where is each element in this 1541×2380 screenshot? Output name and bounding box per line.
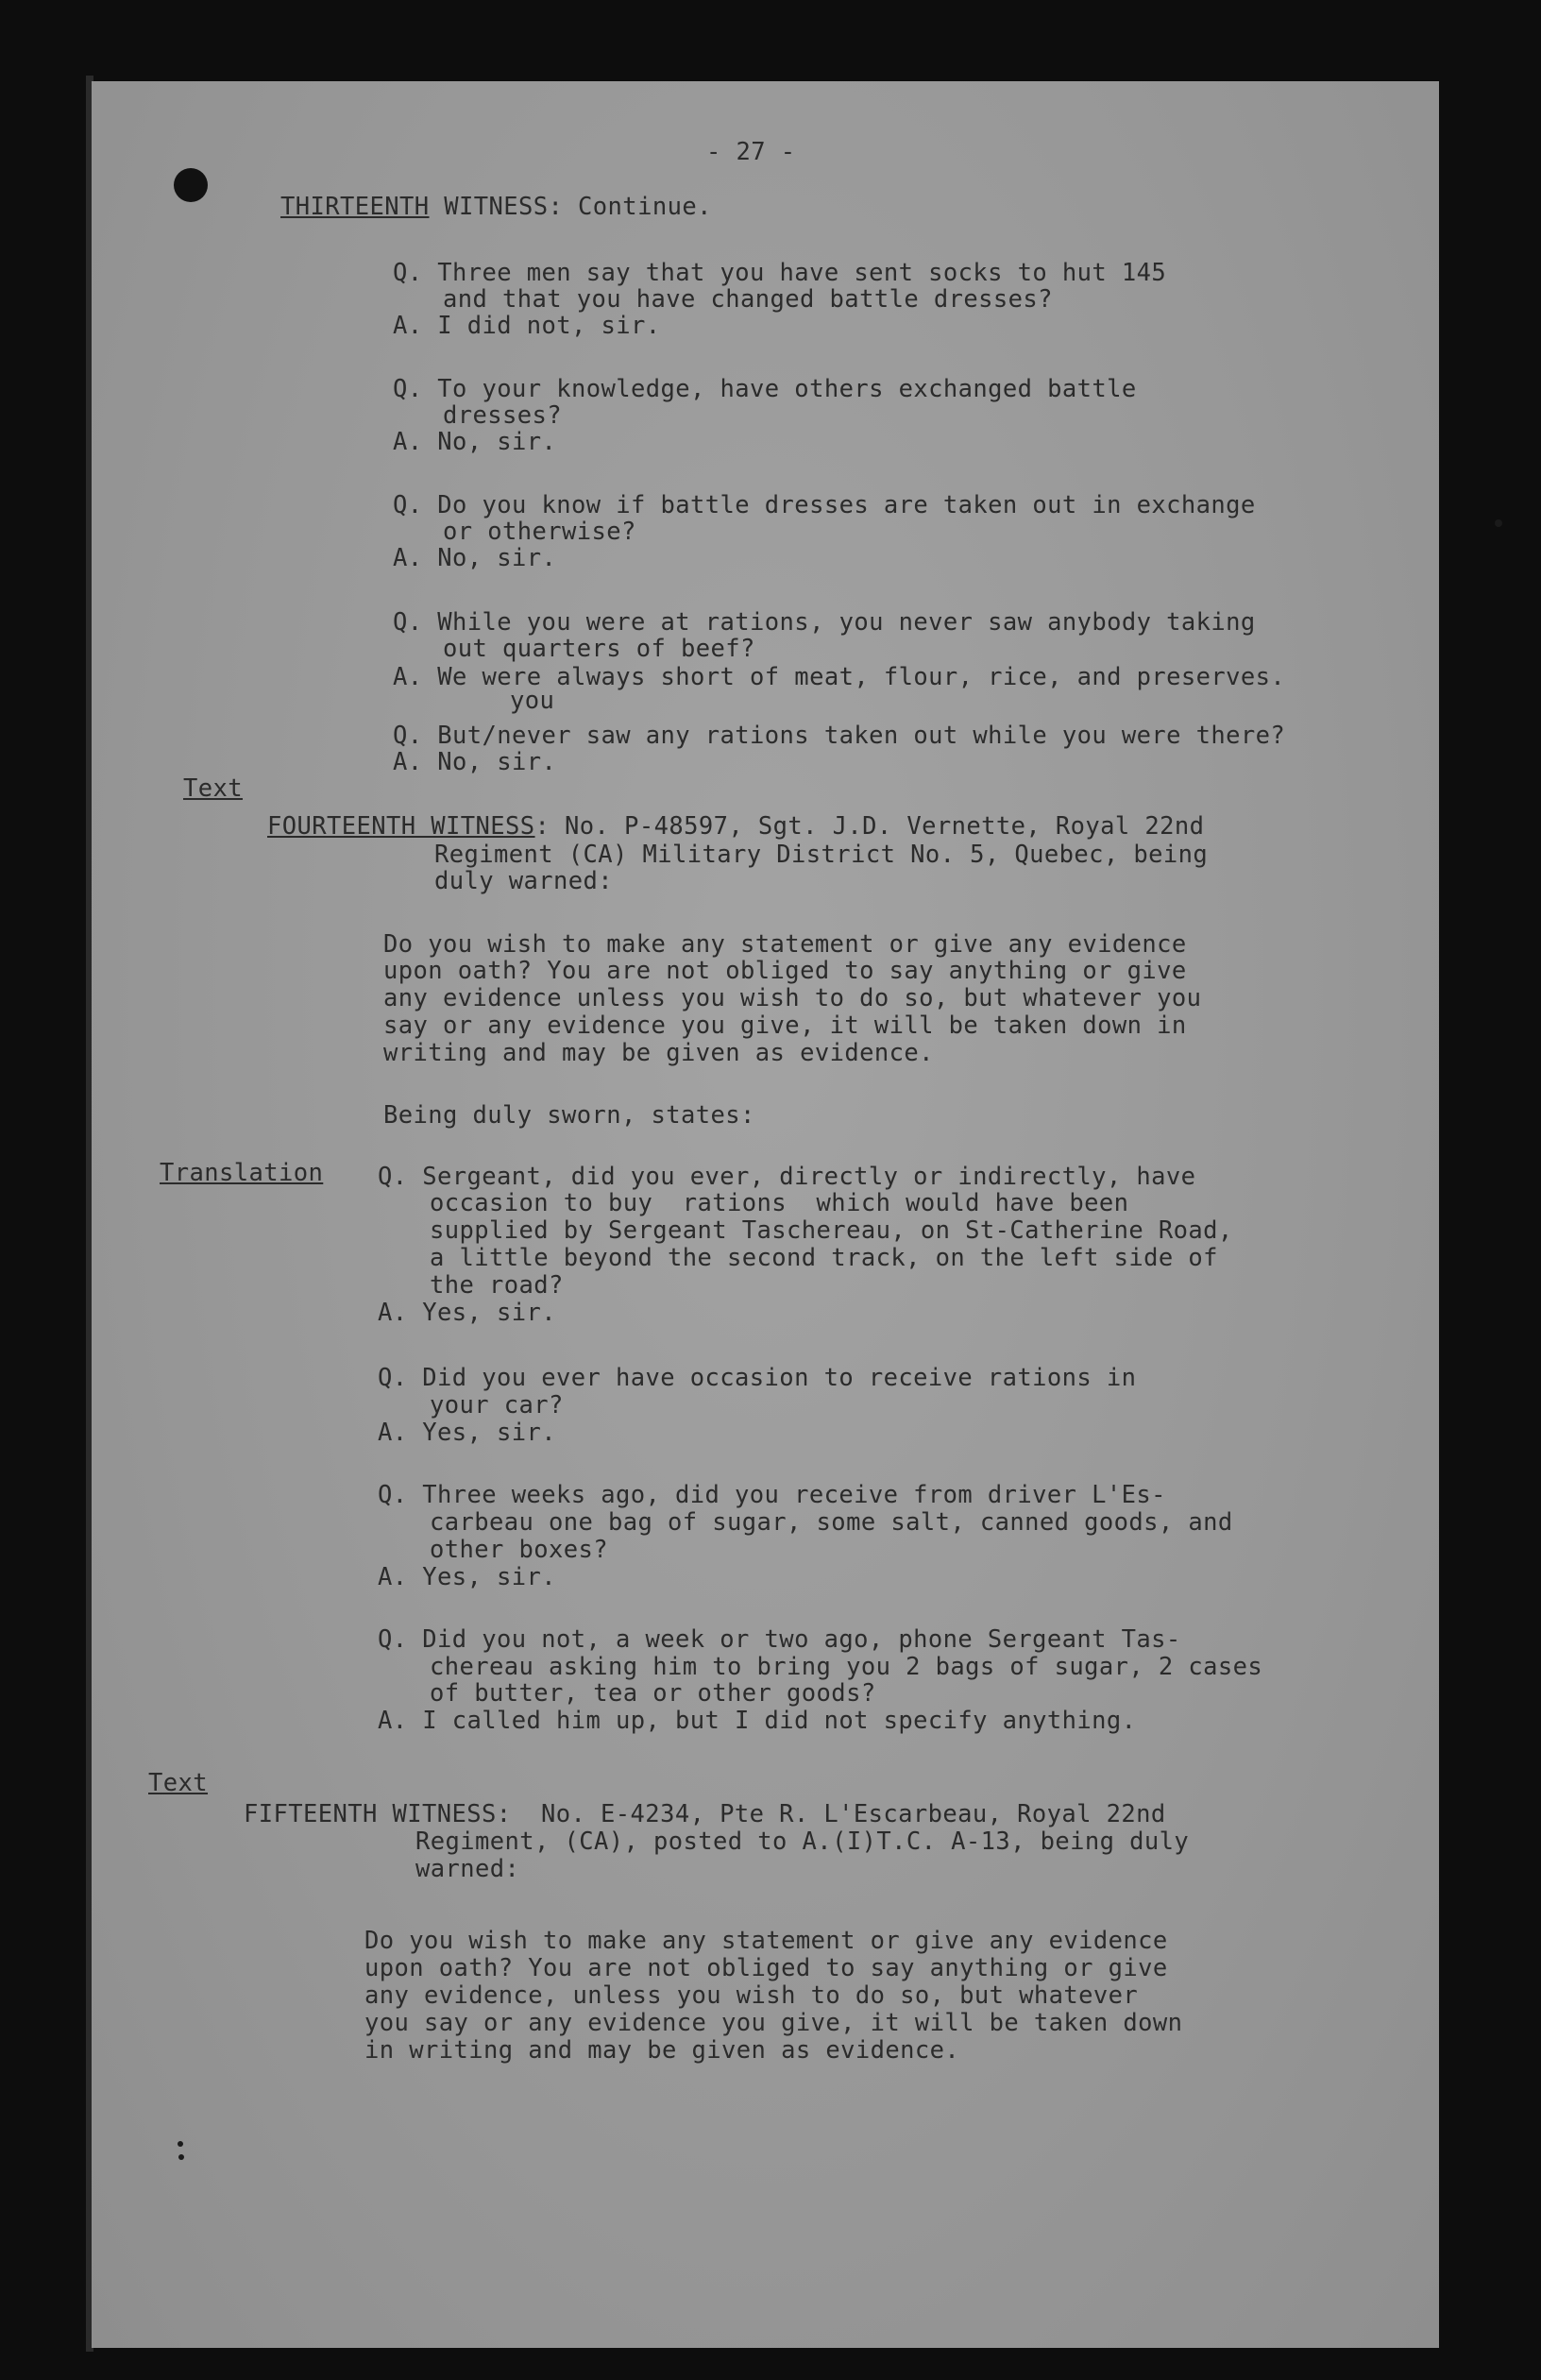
underlined-label: Text xyxy=(183,774,244,803)
text-line-l52: you say or any evidence you give, it will be taken down xyxy=(364,2009,1183,2037)
underlined-label: FOURTEENTH WITNESS xyxy=(267,812,535,841)
text-line-l26: Being duly sworn, states: xyxy=(383,1101,755,1130)
text-line-l40: A. Yes, sir. xyxy=(378,1563,557,1591)
text-line-l44: A. I called him up, but I did not specify anything. xyxy=(378,1707,1137,1735)
text-line-l37: Q. Three weeks ago, did you receive from driver L'Es- xyxy=(378,1481,1166,1509)
text-line-l01: THIRTEENTH WITNESS: Continue. xyxy=(280,193,712,221)
text-line-l30: supplied by Sergeant Taschereau, on St-Catherine Road, xyxy=(430,1216,1233,1245)
text-line-l12: out quarters of beef? xyxy=(443,635,755,663)
text-line-l36: A. Yes, sir. xyxy=(378,1419,557,1447)
text-line-l49: Do you wish to make any statement or give any evidence xyxy=(364,1927,1168,1955)
speck xyxy=(178,2154,184,2160)
text-line-l07: A. No, sir. xyxy=(393,428,557,456)
text-line-l21: Do you wish to make any statement or give any evidence xyxy=(383,930,1187,959)
text-line-l16: A. No, sir. xyxy=(393,748,557,776)
text-line-l15: Q. But/never saw any rations taken out while you were there? xyxy=(393,722,1286,750)
text-line-l38: carbeau one bag of sugar, some salt, canned goods, and xyxy=(430,1508,1233,1537)
text-line-l10: A. No, sir. xyxy=(393,544,557,572)
text-line-l39: other boxes? xyxy=(430,1536,609,1564)
text-line-l04: A. I did not, sir. xyxy=(393,312,661,340)
text-line-l41: Q. Did you not, a week or two ago, phone Sergeant Tas- xyxy=(378,1625,1181,1654)
text-line-l24: say or any evidence you give, it will be taken down in xyxy=(383,1012,1187,1040)
underlined-label: THIRTEENTH xyxy=(280,193,430,221)
text-line-l33: A. Yes, sir. xyxy=(378,1299,557,1327)
text-line-l51: any evidence, unless you wish to do so, but whatever xyxy=(364,1981,1139,2010)
text-line-l29: occasion to buy rations which would have been xyxy=(430,1189,1129,1217)
text-line-l46: FIFTEENTH WITNESS: No. E-4234, Pte R. L'Escarbeau, Royal 22nd xyxy=(244,1800,1166,1828)
text-line-l27 xyxy=(160,1159,323,1187)
text-line-l32: the road? xyxy=(430,1271,564,1300)
text-line-l09: or otherwise? xyxy=(443,518,636,546)
text-line-l06: dresses? xyxy=(443,401,563,430)
punch-hole xyxy=(174,168,208,202)
text-line-l34: Q. Did you ever have occasion to receive rations in xyxy=(378,1364,1137,1392)
underlined-label: Translation xyxy=(160,1159,324,1187)
text-line-l17 xyxy=(183,774,243,803)
speck xyxy=(1495,519,1502,527)
text-line-l42: chereau asking him to bring you 2 bags of sugar, 2 cases xyxy=(430,1653,1263,1681)
text-line-l43: of butter, tea or other goods? xyxy=(430,1679,876,1708)
text-line-l11: Q. While you were at rations, you never saw anybody taking xyxy=(393,608,1256,637)
text-line-l28: Q. Sergeant, did you ever, directly or indirectly, have xyxy=(378,1163,1196,1191)
text-line-l13: A. We were always short of meat, flour, rice, and preserves. xyxy=(393,663,1286,691)
text-line-l05: Q. To your knowledge, have others exchanged battle xyxy=(393,375,1137,403)
text-line-l31: a little beyond the second track, on the left side of xyxy=(430,1244,1218,1272)
text-line-l48: warned: xyxy=(415,1855,520,1883)
speck xyxy=(178,2141,183,2147)
text-line-l22: upon oath? You are not obliged to say anything or give xyxy=(383,957,1187,985)
text-line-l14: you xyxy=(510,687,555,715)
text-line-l02: Q. Three men say that you have sent socks to hut 145 xyxy=(393,259,1167,287)
text-line-l18: FOURTEENTH WITNESS: No. P-48597, Sgt. J.D. Vernette, Royal 22nd xyxy=(267,812,1205,841)
text-line-l20: duly warned: xyxy=(434,867,614,895)
underlined-label: Text xyxy=(148,1769,209,1797)
text-line-l45 xyxy=(148,1769,208,1797)
text-line-l50: upon oath? You are not obliged to say anything or give xyxy=(364,1954,1168,1982)
page-number: - 27 - xyxy=(706,138,796,166)
text-line-l19: Regiment (CA) Military District No. 5, Quebec, being xyxy=(434,841,1209,869)
text-line-l35: your car? xyxy=(430,1391,564,1420)
text-line-l53: in writing and may be given as evidence. xyxy=(364,2036,960,2065)
text-line-l23: any evidence unless you wish to do so, but whatever you xyxy=(383,984,1202,1012)
text-line-l25: writing and may be given as evidence. xyxy=(383,1039,934,1067)
text-line-l08: Q. Do you know if battle dresses are taken out in exchange xyxy=(393,491,1256,519)
text-line-l03: and that you have changed battle dresses? xyxy=(443,285,1053,314)
text-line-l47: Regiment, (CA), posted to A.(I)T.C. A-13, being duly xyxy=(415,1828,1190,1856)
